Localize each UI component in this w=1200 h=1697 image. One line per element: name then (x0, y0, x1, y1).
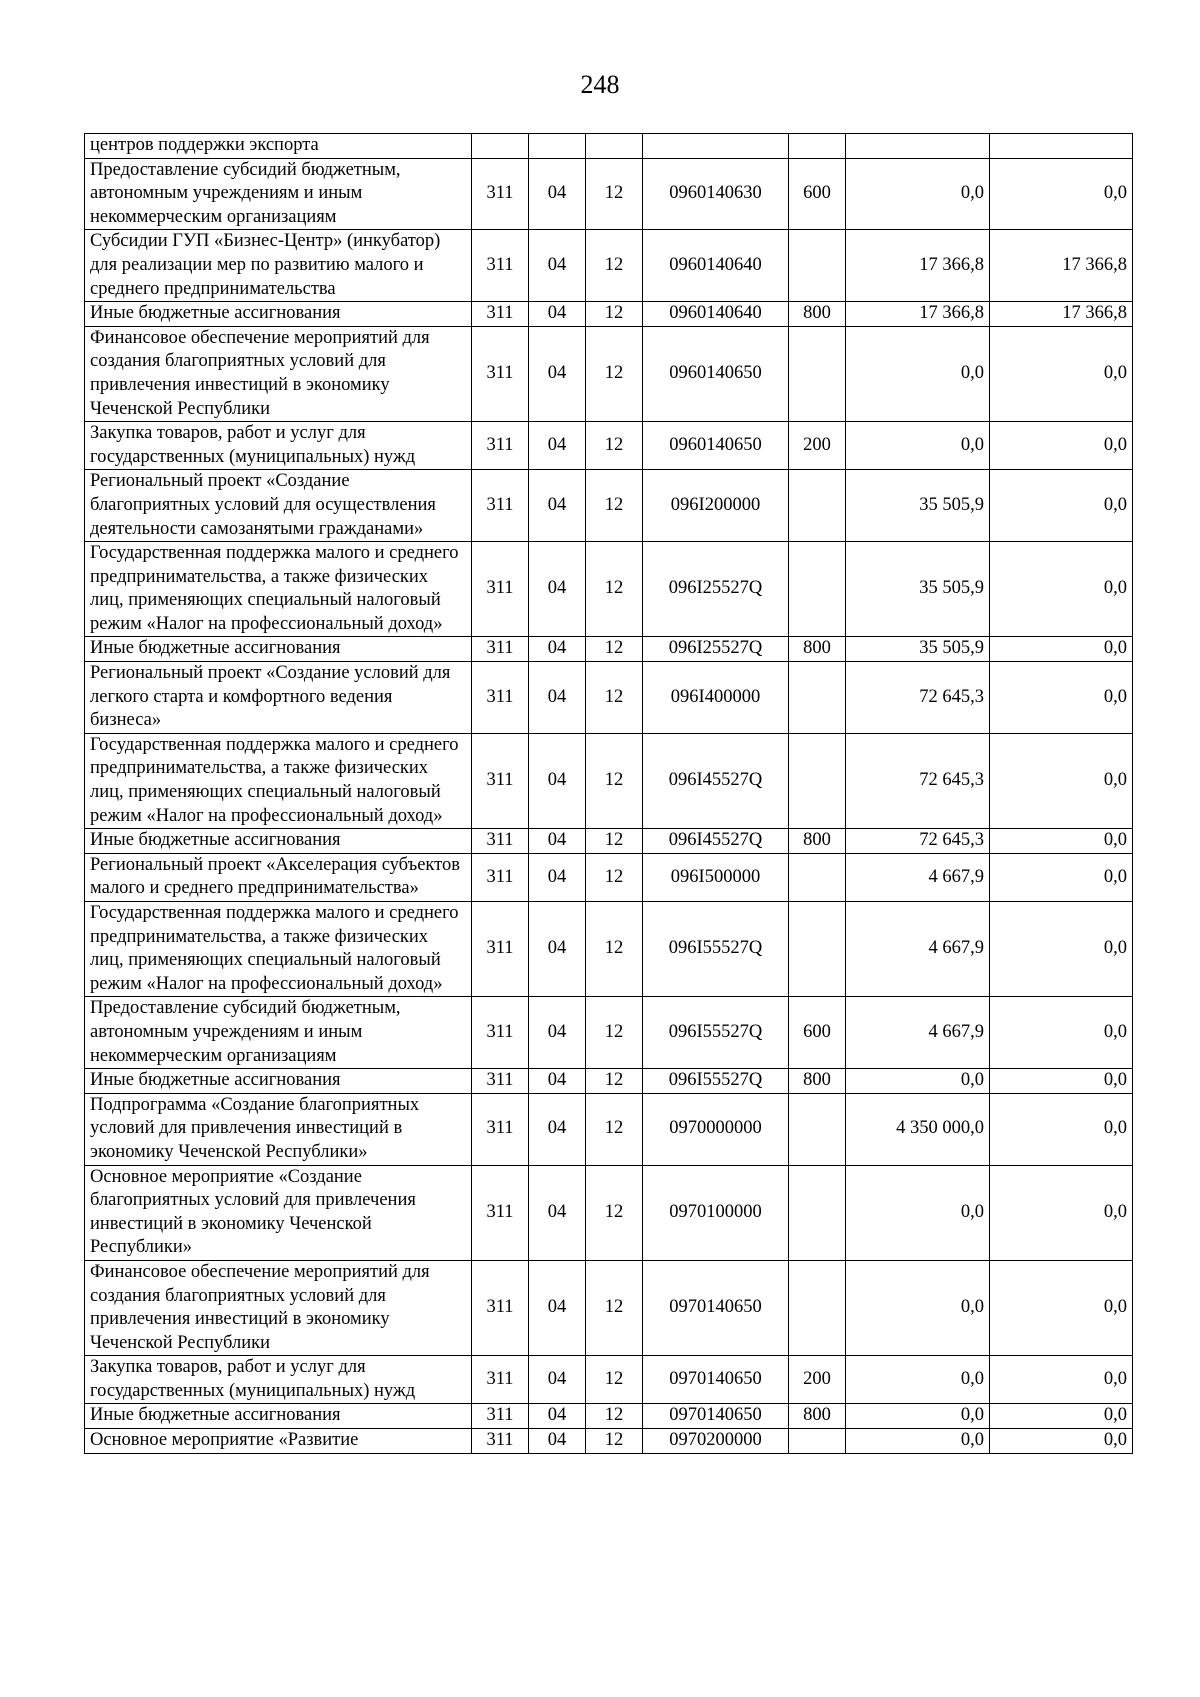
cell-expense-type (789, 326, 846, 421)
page-number: 248 (580, 70, 620, 99)
cell-amount-2: 0,0 (990, 733, 1133, 828)
cell-target-article: 096I400000 (643, 662, 789, 734)
cell-section: 04 (529, 302, 586, 327)
cell-section: 04 (529, 662, 586, 734)
table-row (85, 829, 1133, 854)
table-row (85, 1165, 1133, 1260)
cell-amount-1: 4 667,9 (846, 997, 990, 1069)
table-row (85, 662, 1133, 734)
cell-target-article: 0960140640 (643, 302, 789, 327)
cell-expense-type (789, 1165, 846, 1260)
cell-name: Основное мероприятие «Развитие (85, 1429, 472, 1454)
cell-grbs: 311 (472, 302, 529, 327)
budget-table (84, 133, 1133, 1454)
cell-subsection: 12 (586, 230, 643, 302)
cell-amount-2: 0,0 (990, 997, 1133, 1069)
table-row (85, 1356, 1133, 1404)
cell-amount-1: 72 645,3 (846, 662, 990, 734)
cell-grbs: 311 (472, 902, 529, 997)
cell-target-article: 096I55527Q (643, 997, 789, 1069)
cell-subsection: 12 (586, 853, 643, 901)
cell-expense-type: 600 (789, 158, 846, 230)
cell-amount-2: 0,0 (990, 1429, 1133, 1454)
cell-amount-2: 0,0 (990, 829, 1133, 854)
cell-expense-type (789, 470, 846, 542)
cell-amount-1: 4 350 000,0 (846, 1093, 990, 1165)
cell-grbs: 311 (472, 829, 529, 854)
cell-amount-2: 17 366,8 (990, 230, 1133, 302)
cell-target-article: 0960140650 (643, 326, 789, 421)
cell-amount-2: 0,0 (990, 542, 1133, 637)
cell-subsection (586, 134, 643, 159)
cell-subsection: 12 (586, 733, 643, 828)
cell-amount-1: 35 505,9 (846, 470, 990, 542)
table-row (85, 853, 1133, 901)
cell-section: 04 (529, 230, 586, 302)
cell-expense-type (789, 1093, 846, 1165)
cell-amount-2: 0,0 (990, 1069, 1133, 1094)
cell-target-article: 0970140650 (643, 1404, 789, 1429)
cell-name: Подпрограмма «Создание благоприятных условий для привлечения инвестиций в экономику Чеченской Республики» (85, 1093, 472, 1165)
cell-target-article: 0970000000 (643, 1093, 789, 1165)
cell-section (529, 134, 586, 159)
cell-subsection: 12 (586, 997, 643, 1069)
table-row (85, 902, 1133, 997)
cell-grbs: 311 (472, 1165, 529, 1260)
cell-grbs: 311 (472, 1260, 529, 1355)
cell-grbs (472, 134, 529, 159)
cell-subsection: 12 (586, 1093, 643, 1165)
table-row (85, 1404, 1133, 1429)
cell-target-article: 096I500000 (643, 853, 789, 901)
cell-amount-2: 0,0 (990, 1404, 1133, 1429)
cell-subsection: 12 (586, 1356, 643, 1404)
cell-name: центров поддержки экспорта (85, 134, 472, 159)
table-row (85, 1069, 1133, 1094)
cell-target-article: 0970200000 (643, 1429, 789, 1454)
cell-amount-2 (990, 134, 1133, 159)
cell-grbs: 311 (472, 733, 529, 828)
cell-amount-2: 0,0 (990, 637, 1133, 662)
cell-section: 04 (529, 422, 586, 470)
cell-expense-type (789, 1260, 846, 1355)
cell-section: 04 (529, 637, 586, 662)
table-row (85, 542, 1133, 637)
cell-name: Субсидии ГУП «Бизнес-Центр» (инкубатор) для реализации мер по развитию малого и среднего предпринимательства (85, 230, 472, 302)
cell-name: Государственная поддержка малого и среднего предпринимательства, а также физических лиц, применяющих специальный налоговый режим «Налог на профессиональный доход» (85, 542, 472, 637)
cell-target-article: 096I200000 (643, 470, 789, 542)
cell-subsection: 12 (586, 662, 643, 734)
cell-section: 04 (529, 733, 586, 828)
cell-amount-1 (846, 134, 990, 159)
table-body (85, 134, 1133, 1454)
cell-expense-type: 800 (789, 637, 846, 662)
cell-expense-type: 200 (789, 422, 846, 470)
cell-section: 04 (529, 1093, 586, 1165)
cell-name: Государственная поддержка малого и среднего предпринимательства, а также физических лиц, применяющих специальный налоговый режим «Налог на профессиональный доход» (85, 733, 472, 828)
table-row (85, 230, 1133, 302)
cell-target-article (643, 134, 789, 159)
table-row (85, 422, 1133, 470)
table-row (85, 733, 1133, 828)
table-row (85, 997, 1133, 1069)
cell-expense-type (789, 662, 846, 734)
cell-target-article: 096I25527Q (643, 542, 789, 637)
cell-amount-1: 0,0 (846, 158, 990, 230)
cell-name: Предоставление субсидий бюджетным, автономным учреждениям и иным некоммерческим организациям (85, 158, 472, 230)
cell-grbs: 311 (472, 1404, 529, 1429)
cell-expense-type (789, 902, 846, 997)
cell-section: 04 (529, 902, 586, 997)
cell-amount-1: 0,0 (846, 1260, 990, 1355)
cell-amount-1: 72 645,3 (846, 829, 990, 854)
cell-name: Финансовое обеспечение мероприятий для создания благоприятных условий для привлечения инвестиций в экономику Чеченской Республики (85, 1260, 472, 1355)
cell-name: Закупка товаров, работ и услуг для государственных (муниципальных) нужд (85, 422, 472, 470)
table-row (85, 1260, 1133, 1355)
cell-target-article: 0960140640 (643, 230, 789, 302)
cell-section: 04 (529, 1429, 586, 1454)
cell-amount-1: 0,0 (846, 422, 990, 470)
cell-expense-type: 800 (789, 1069, 846, 1094)
cell-subsection: 12 (586, 1069, 643, 1094)
cell-amount-1: 0,0 (846, 1356, 990, 1404)
cell-amount-2: 0,0 (990, 1356, 1133, 1404)
cell-grbs: 311 (472, 158, 529, 230)
cell-name: Региональный проект «Акселерация субъектов малого и среднего предпринимательства» (85, 853, 472, 901)
table-row (85, 470, 1133, 542)
cell-target-article: 0960140650 (643, 422, 789, 470)
cell-amount-1: 4 667,9 (846, 853, 990, 901)
cell-target-article: 096I45527Q (643, 829, 789, 854)
cell-subsection: 12 (586, 542, 643, 637)
cell-expense-type (789, 134, 846, 159)
cell-amount-2: 0,0 (990, 853, 1133, 901)
cell-section: 04 (529, 997, 586, 1069)
cell-grbs: 311 (472, 1429, 529, 1454)
cell-grbs: 311 (472, 230, 529, 302)
cell-name: Иные бюджетные ассигнования (85, 637, 472, 662)
cell-grbs: 311 (472, 853, 529, 901)
cell-amount-1: 0,0 (846, 1165, 990, 1260)
cell-name: Иные бюджетные ассигнования (85, 1069, 472, 1094)
cell-amount-2: 0,0 (990, 470, 1133, 542)
cell-section: 04 (529, 326, 586, 421)
cell-name: Закупка товаров, работ и услуг для государственных (муниципальных) нужд (85, 1356, 472, 1404)
cell-amount-1: 35 505,9 (846, 542, 990, 637)
cell-amount-1: 0,0 (846, 1069, 990, 1094)
cell-subsection: 12 (586, 1404, 643, 1429)
cell-name: Финансовое обеспечение мероприятий для создания благоприятных условий для привлечения инвестиций в экономику Чеченской Республики (85, 326, 472, 421)
cell-name: Иные бюджетные ассигнования (85, 302, 472, 327)
cell-grbs: 311 (472, 1069, 529, 1094)
cell-section: 04 (529, 829, 586, 854)
cell-section: 04 (529, 542, 586, 637)
cell-amount-1: 17 366,8 (846, 302, 990, 327)
cell-subsection: 12 (586, 470, 643, 542)
cell-subsection: 12 (586, 1429, 643, 1454)
cell-subsection: 12 (586, 1260, 643, 1355)
cell-target-article: 0960140630 (643, 158, 789, 230)
cell-target-article: 096I25527Q (643, 637, 789, 662)
cell-amount-2: 0,0 (990, 158, 1133, 230)
cell-subsection: 12 (586, 158, 643, 230)
cell-subsection: 12 (586, 326, 643, 421)
cell-name: Иные бюджетные ассигнования (85, 829, 472, 854)
cell-amount-2: 0,0 (990, 902, 1133, 997)
cell-name: Основное мероприятие «Создание благоприятных условий для привлечения инвестиций в экономику Чеченской Республики» (85, 1165, 472, 1260)
cell-subsection: 12 (586, 1165, 643, 1260)
table-row (85, 1429, 1133, 1454)
table-row (85, 302, 1133, 327)
cell-subsection: 12 (586, 902, 643, 997)
cell-section: 04 (529, 1356, 586, 1404)
cell-grbs: 311 (472, 422, 529, 470)
cell-section: 04 (529, 470, 586, 542)
cell-target-article: 096I55527Q (643, 902, 789, 997)
cell-expense-type (789, 542, 846, 637)
cell-amount-2: 0,0 (990, 1165, 1133, 1260)
cell-grbs: 311 (472, 1093, 529, 1165)
cell-grbs: 311 (472, 1356, 529, 1404)
cell-grbs: 311 (472, 997, 529, 1069)
cell-amount-1: 35 505,9 (846, 637, 990, 662)
cell-name: Государственная поддержка малого и среднего предпринимательства, а также физических лиц, применяющих специальный налоговый режим «Налог на профессиональный доход» (85, 902, 472, 997)
cell-expense-type: 800 (789, 829, 846, 854)
cell-target-article: 0970140650 (643, 1260, 789, 1355)
cell-expense-type: 600 (789, 997, 846, 1069)
cell-target-article: 0970140650 (643, 1356, 789, 1404)
cell-grbs: 311 (472, 662, 529, 734)
cell-subsection: 12 (586, 422, 643, 470)
cell-amount-1: 0,0 (846, 1404, 990, 1429)
table-row (85, 158, 1133, 230)
cell-expense-type (789, 1429, 846, 1454)
cell-subsection: 12 (586, 637, 643, 662)
cell-amount-1: 17 366,8 (846, 230, 990, 302)
cell-amount-2: 0,0 (990, 662, 1133, 734)
cell-subsection: 12 (586, 829, 643, 854)
cell-expense-type: 800 (789, 302, 846, 327)
cell-amount-1: 0,0 (846, 1429, 990, 1454)
table-row (85, 637, 1133, 662)
cell-section: 04 (529, 1165, 586, 1260)
cell-section: 04 (529, 853, 586, 901)
cell-expense-type (789, 230, 846, 302)
table-row (85, 326, 1133, 421)
cell-grbs: 311 (472, 637, 529, 662)
cell-name: Предоставление субсидий бюджетным, автономным учреждениям и иным некоммерческим организациям (85, 997, 472, 1069)
cell-name: Региональный проект «Создание условий для легкого старта и комфортного ведения бизнеса» (85, 662, 472, 734)
cell-amount-2: 0,0 (990, 1093, 1133, 1165)
cell-grbs: 311 (472, 542, 529, 637)
cell-amount-1: 0,0 (846, 326, 990, 421)
cell-expense-type (789, 733, 846, 828)
cell-amount-2: 0,0 (990, 422, 1133, 470)
cell-amount-1: 72 645,3 (846, 733, 990, 828)
cell-target-article: 0970100000 (643, 1165, 789, 1260)
table-row (85, 1093, 1133, 1165)
cell-target-article: 096I55527Q (643, 1069, 789, 1094)
cell-amount-1: 4 667,9 (846, 902, 990, 997)
cell-section: 04 (529, 1069, 586, 1094)
cell-expense-type: 200 (789, 1356, 846, 1404)
cell-grbs: 311 (472, 470, 529, 542)
cell-grbs: 311 (472, 326, 529, 421)
cell-section: 04 (529, 1260, 586, 1355)
cell-amount-2: 17 366,8 (990, 302, 1133, 327)
cell-target-article: 096I45527Q (643, 733, 789, 828)
table-row (85, 134, 1133, 159)
cell-expense-type: 800 (789, 1404, 846, 1429)
cell-name: Региональный проект «Создание благоприятных условий для осуществления деятельности самозанятыми гражданами» (85, 470, 472, 542)
cell-section: 04 (529, 158, 586, 230)
cell-amount-2: 0,0 (990, 1260, 1133, 1355)
cell-expense-type (789, 853, 846, 901)
cell-amount-2: 0,0 (990, 326, 1133, 421)
cell-name: Иные бюджетные ассигнования (85, 1404, 472, 1429)
cell-subsection: 12 (586, 302, 643, 327)
cell-section: 04 (529, 1404, 586, 1429)
